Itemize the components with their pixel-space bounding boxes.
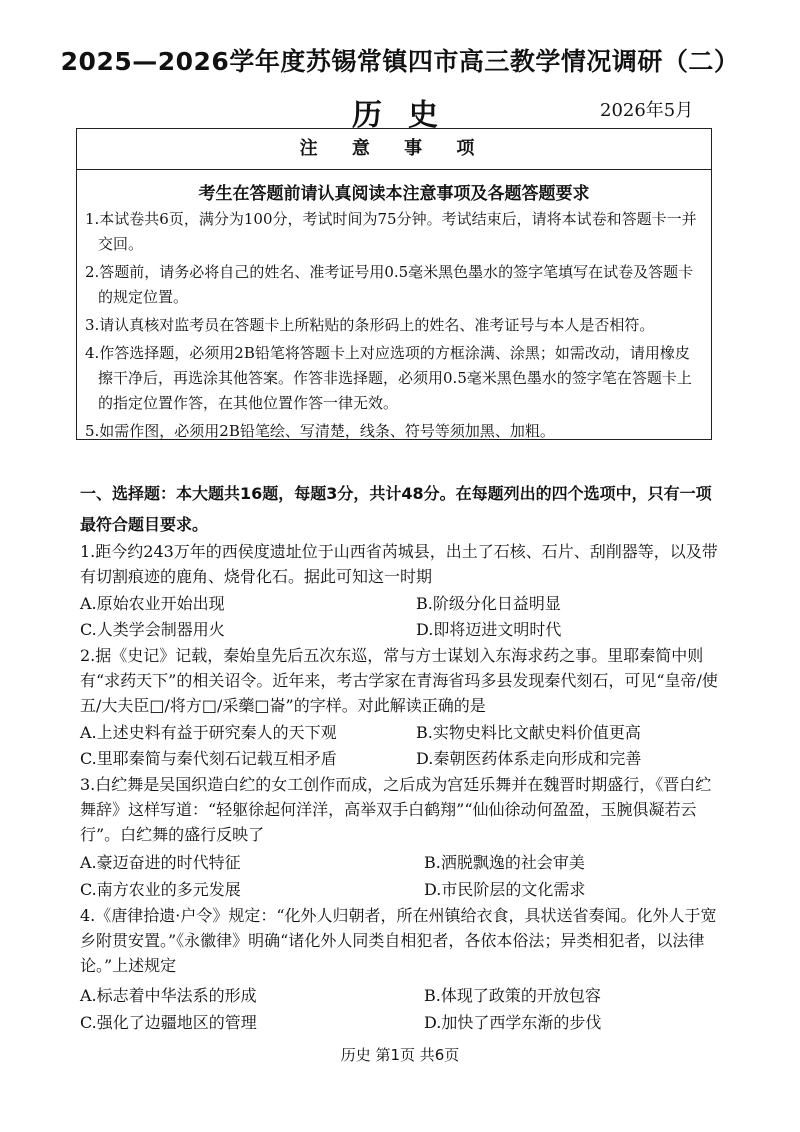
option-b: B.洒脱飘逸的社会审美: [424, 853, 585, 872]
option-c: C.强化了边疆地区的管理: [80, 1013, 257, 1032]
question-stem: 4.《唐律拾遗·户令》规定：“化外人归朝者，所在州镇给衣食，具状送省奏闻。化外人于宽乡附贯安置。”《永徽律》明确“诸化外人同类自相犯者，各依本俗法；异类相犯者，以法律论。”上述规定: [80, 906, 717, 975]
question-stem: 1.距今约243万年的西侯度遗址位于山西省芮城县，出土了石核、石片、刮削器等，以及带有切割痕迹的鹿角、烧骨化石。据此可知这一时期: [80, 542, 718, 586]
page-footer: 历史 第1页 共6页: [340, 1046, 460, 1064]
notice-intro: 考生在答题前请认真阅读本注意事项及各题答题要求: [198, 184, 590, 204]
option-b: B.实物史料比文献史料价值更高: [416, 723, 641, 742]
notice-item: 2.答题前，请务必将自己的姓名、准考证号用0.5毫米黑色墨水的签字笔填写在试卷及答题卡的规定位置。: [85, 263, 694, 306]
option-a: A.原始农业开始出现: [80, 594, 225, 613]
option-d: D.即将迈进文明时代: [416, 620, 562, 639]
notice-item: 1.本试卷共6页，满分为100分，考试时间为75分钟。考试结束后，请将本试卷和答题卡一并交回。: [85, 210, 697, 253]
option-b: B.阶级分化日益明显: [416, 594, 561, 613]
notice-box: [76, 128, 712, 440]
option-a: A.标志着中华法系的形成: [80, 986, 257, 1005]
exam-title: 2025—2026学年度苏锡常镇四市高三教学情况调研（二）: [60, 47, 740, 76]
option-a: A.上述史料有益于研究秦人的天下观: [80, 723, 337, 742]
option-d: D.秦朝医药体系走向形成和完善: [416, 749, 642, 768]
option-d: D.加快了西学东渐的步伐: [424, 1013, 602, 1032]
question-stem: 2.据《史记》记载，秦始皇先后五次东巡，常与方士谋划入东海求药之事。里耶秦简中则有“求药天下”的相关诏令。近年来，考古学家在青海省玛多县发现秦代刻石，可见“皇帝/使五/大夫臣□/将方□/采藥□崙”的字样。对此解读正确的是: [80, 646, 718, 715]
option-b: B.体现了政策的开放包容: [424, 986, 601, 1005]
section-heading: 一、选择题：本大题共16题，每题3分，共计48分。在每题列出的四个选项中，只有一项最符合题目要求。: [80, 484, 712, 534]
notice-heading: 注 意 事 项: [77, 129, 711, 170]
option-c: C.里耶秦简与秦代刻石记载互相矛盾: [80, 749, 337, 768]
option-d: D.市民阶层的文化需求: [424, 880, 586, 899]
notice-item: 3.请认真核对监考员在答题卡上所粘贴的条形码上的姓名、准考证号与本人是否相符。: [85, 316, 655, 334]
option-a: A.豪迈奋进的时代特征: [80, 853, 241, 872]
option-c: C.人类学会制器用火: [80, 620, 225, 639]
option-c: C.南方农业的多元发展: [80, 880, 241, 899]
question-stem: 3.白纻舞是吴国织造白纻的女工创作而成，之后成为宫廷乐舞并在魏晋时期盛行，《晋白纻舞辞》这样写道：“轻躯徐起何洋洋，高举双手白鹤翔”“仙仙徐动何盈盈，玉腕俱凝若云行”。白纻舞的盛行反映了: [80, 775, 712, 844]
subject-title: 历史: [352, 98, 464, 133]
notice-item: 5.如需作图，必须用2B铅笔绘、写清楚，线条、符号等须加黑、加粗。: [85, 422, 555, 440]
exam-date: 2026年5月: [600, 100, 694, 121]
notice-item: 4.作答选择题，必须用2B铅笔将答题卡上对应选项的方框涂满、涂黑；如需改动，请用橡皮擦干净后，再选涂其他答案。作答非选择题，必须用0.5毫米黑色墨水的签字笔在答题卡上的指定位置作答，在其他位置作答一律无效。: [85, 344, 692, 412]
